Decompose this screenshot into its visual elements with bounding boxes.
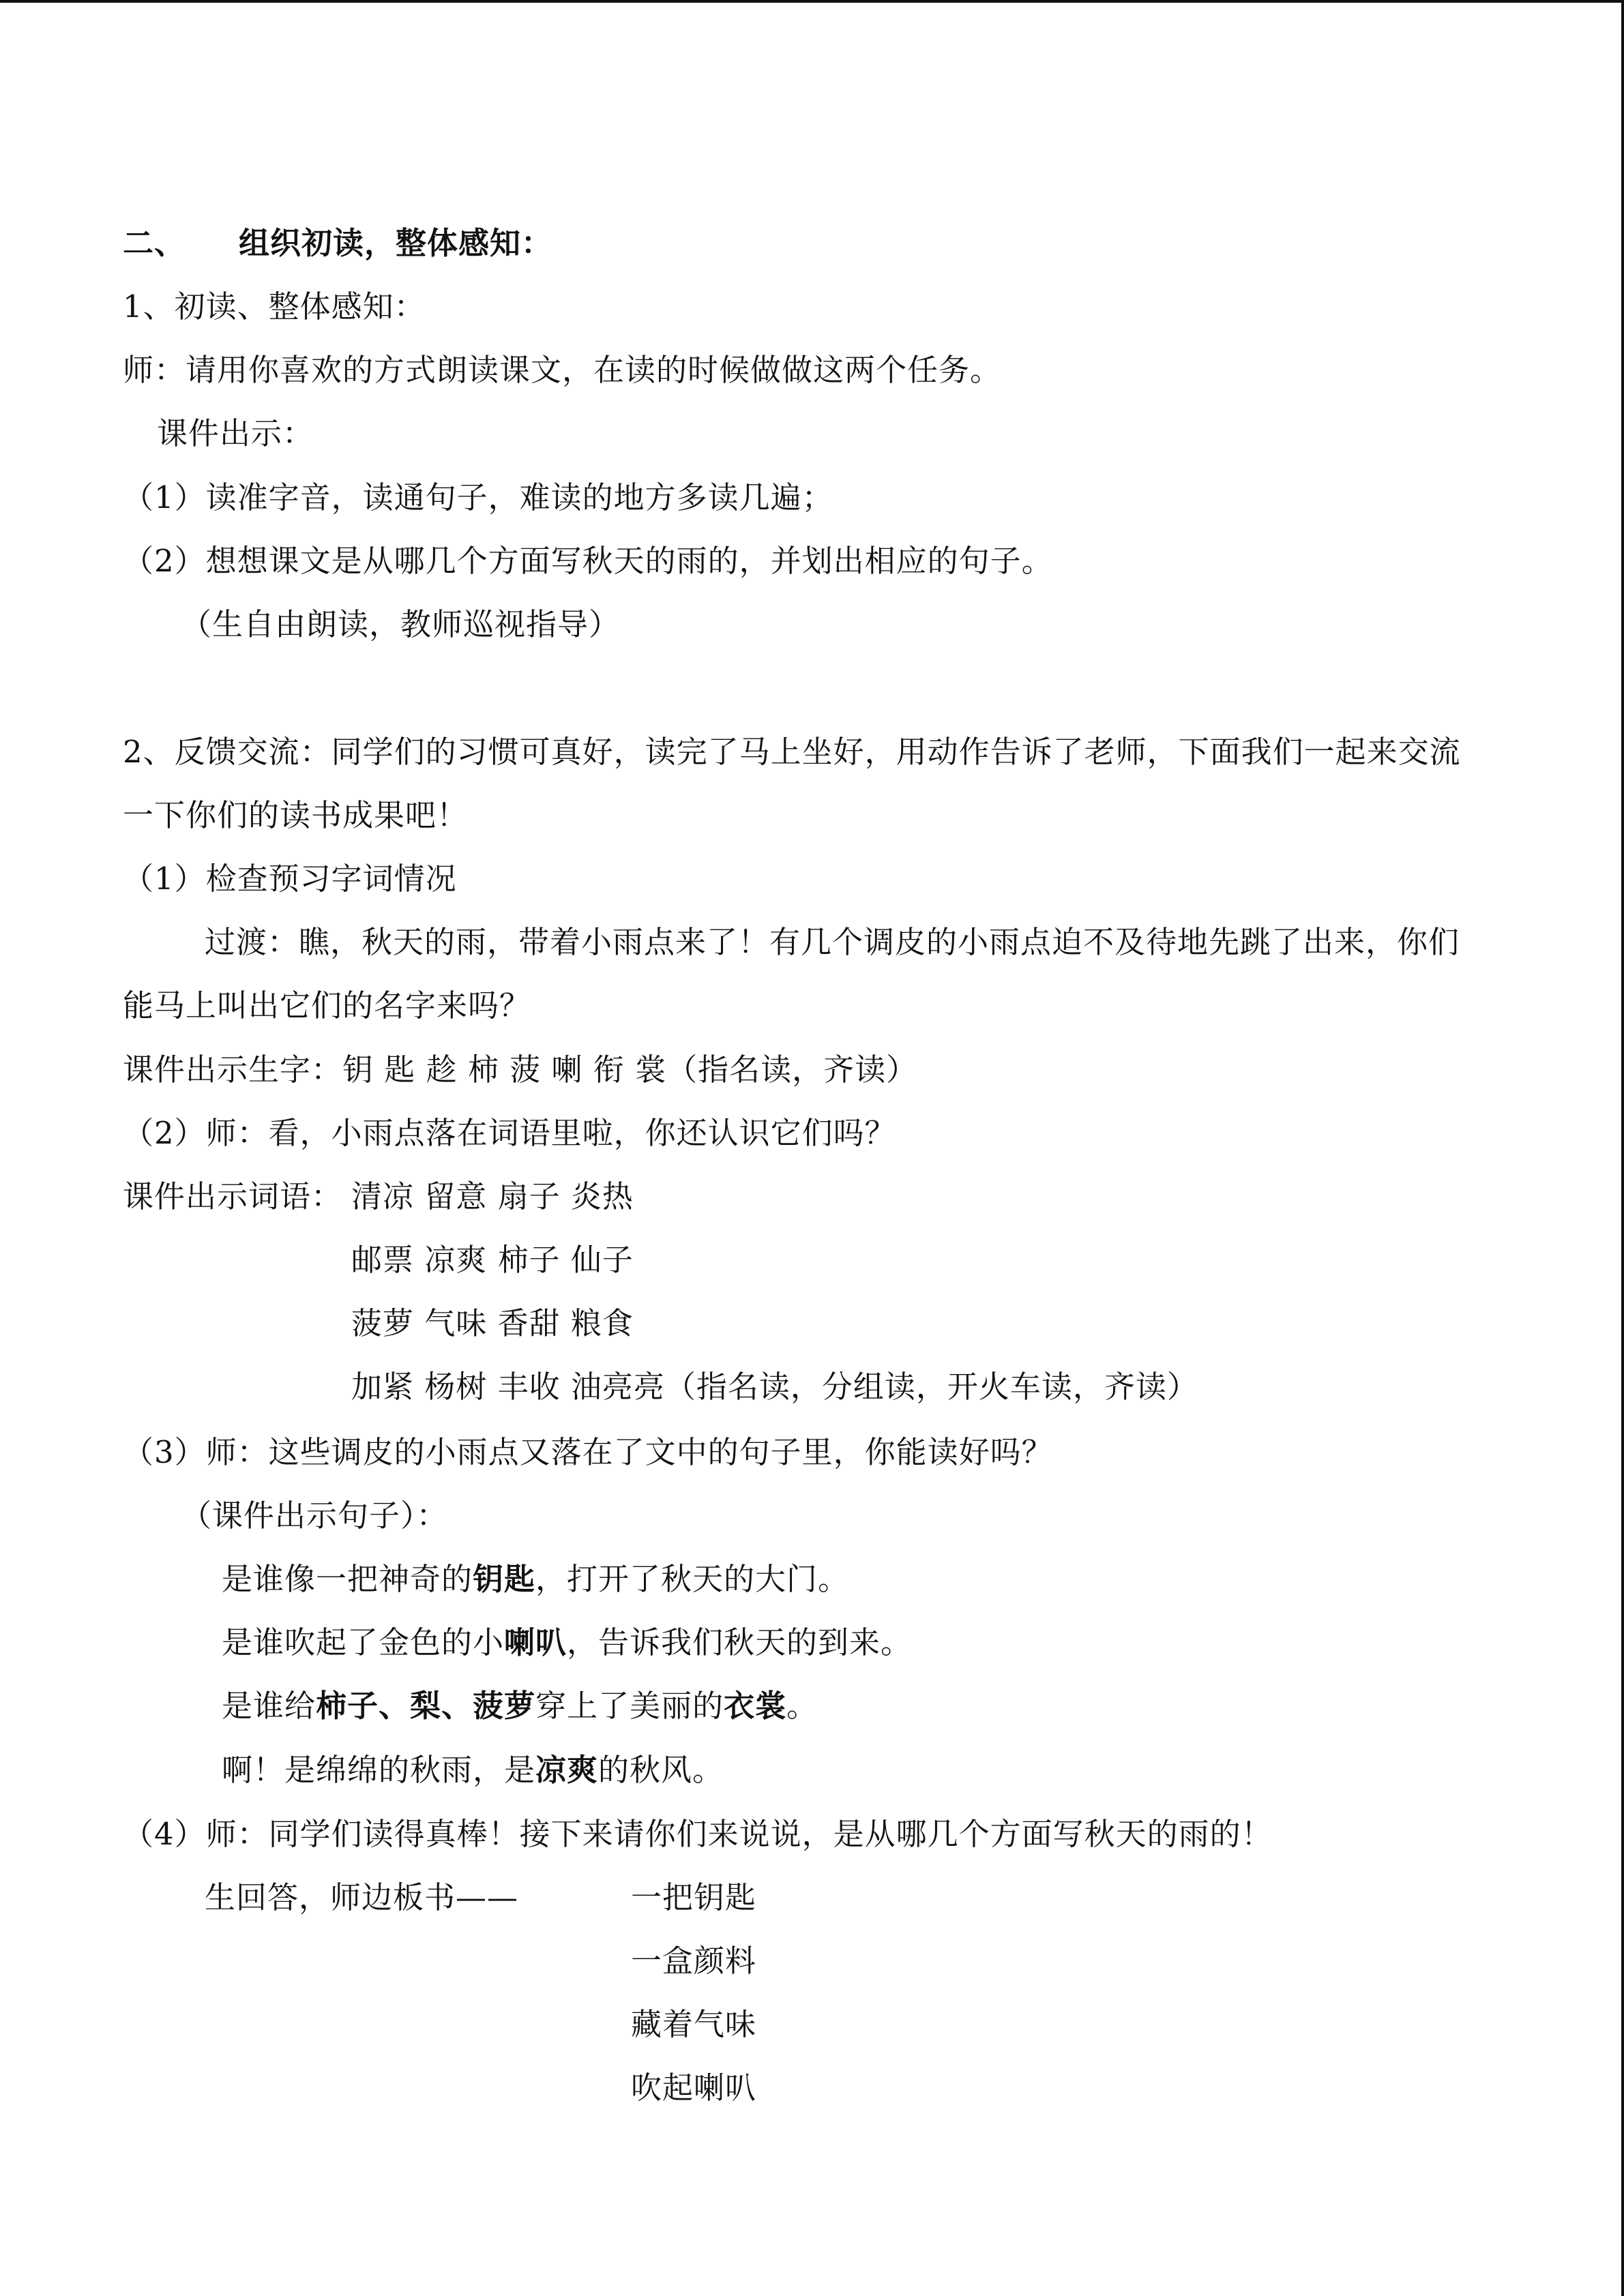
word-row: 菠萝 气味 香甜 粮食: [351, 1305, 634, 1341]
sentence-2: [222, 1622, 912, 1663]
key-word: 菠萝: [473, 1688, 536, 1724]
key-word: 梨: [410, 1688, 442, 1724]
part1-teacher-line: 师：请用你喜欢的方式朗读课文，在读的时候做做这两个任务。: [123, 352, 1002, 388]
reading-note: （生自由朗读，教师巡视指导）: [181, 606, 621, 642]
part1-title: 1、初读、整体感知：: [123, 288, 426, 325]
board-label: 生回答，师边板书——: [205, 1879, 519, 1915]
courseware-label: 课件出示：: [157, 415, 314, 451]
part2-intro-line-1: 2、反馈交流：同学们的习惯可真好，读完了马上坐好，用动作告诉了老师，下面我们一起来交流: [123, 734, 1461, 770]
key-word: 钥匙: [473, 1561, 536, 1597]
key-punct: 、: [379, 1688, 411, 1724]
question-4: （4）师：同学们读得真棒！接下来请你们来说说，是从哪几个方面写秋天的雨的！: [123, 1816, 1273, 1852]
sentence-text: 是谁给: [222, 1688, 316, 1724]
key-word: 柿子: [316, 1688, 379, 1724]
sentence-text: 的秋风。: [598, 1752, 724, 1788]
sentence-text: 啊！是绵绵的秋雨，是: [222, 1752, 536, 1788]
word-row: 邮票 凉爽 柿子 仙子: [351, 1242, 634, 1278]
sentence-4: [222, 1750, 724, 1791]
question-2: （2）师：看，小雨点落在词语里啦，你还认识它们吗？: [123, 1115, 896, 1151]
key-word: 凉爽: [535, 1752, 599, 1788]
sentence-label: （课件出示句子）：: [181, 1497, 448, 1534]
task-1: （1）读准字音，读通句子，难读的地方多读几遍；: [123, 479, 833, 516]
sentence-text: 。: [786, 1688, 818, 1724]
board-item: 一盒颜料: [631, 1943, 757, 1979]
board-item: 吹起喇叭: [631, 2070, 757, 2106]
board-item: 一把钥匙: [631, 1879, 757, 1915]
sentence-text: ，打开了秋天的大门。: [535, 1561, 850, 1597]
part2-intro-line-2: 一下你们的读书成果吧！: [123, 797, 469, 833]
transition-line-2: 能马上叫出它们的名字来吗？: [123, 987, 531, 1024]
check-title: （1）检查预习字词情况: [123, 861, 457, 897]
words-label: 课件出示词语：: [123, 1178, 343, 1214]
new-characters-line: 课件出示生字：钥 匙 趁 柿 菠 喇 衔 裳（指名读，齐读）: [123, 1052, 918, 1088]
sentence-text: 是谁吹起了金色的小: [222, 1624, 505, 1660]
board-item: 藏着气味: [631, 2006, 757, 2042]
task-2: （2）想想课文是从哪几个方面写秋天的雨的，并划出相应的句子。: [123, 543, 1053, 579]
sentence-1: [222, 1559, 849, 1600]
key-word: 衣裳: [724, 1688, 787, 1724]
word-row: 清凉 留意 扇子 炎热: [351, 1178, 634, 1214]
section-title: 组织初读，整体感知：: [239, 225, 553, 261]
sentence-text: ，告诉我们秋天的到来。: [567, 1624, 913, 1660]
top-border-line: [0, 0, 1624, 3]
sentence-3: [222, 1686, 818, 1727]
sentence-text: 是谁像一把神奇的: [222, 1561, 473, 1597]
key-punct: 、: [441, 1688, 473, 1724]
right-border-line: [1621, 0, 1624, 2296]
transition-line-1: 过渡：瞧，秋天的雨，带着小雨点来了！有几个调皮的小雨点迫不及待地先跳了出来，你们: [205, 924, 1460, 960]
section-number: 二、: [123, 225, 186, 261]
question-3: （3）师：这些调皮的小雨点又落在了文中的句子里，你能读好吗？: [123, 1434, 1053, 1470]
sentence-text: 穿上了美丽的: [535, 1688, 724, 1724]
word-row: 加紧 杨树 丰收 油亮亮（指名读，分组读，开火车读，齐读）: [351, 1369, 1198, 1405]
key-word: 喇叭: [504, 1624, 567, 1660]
